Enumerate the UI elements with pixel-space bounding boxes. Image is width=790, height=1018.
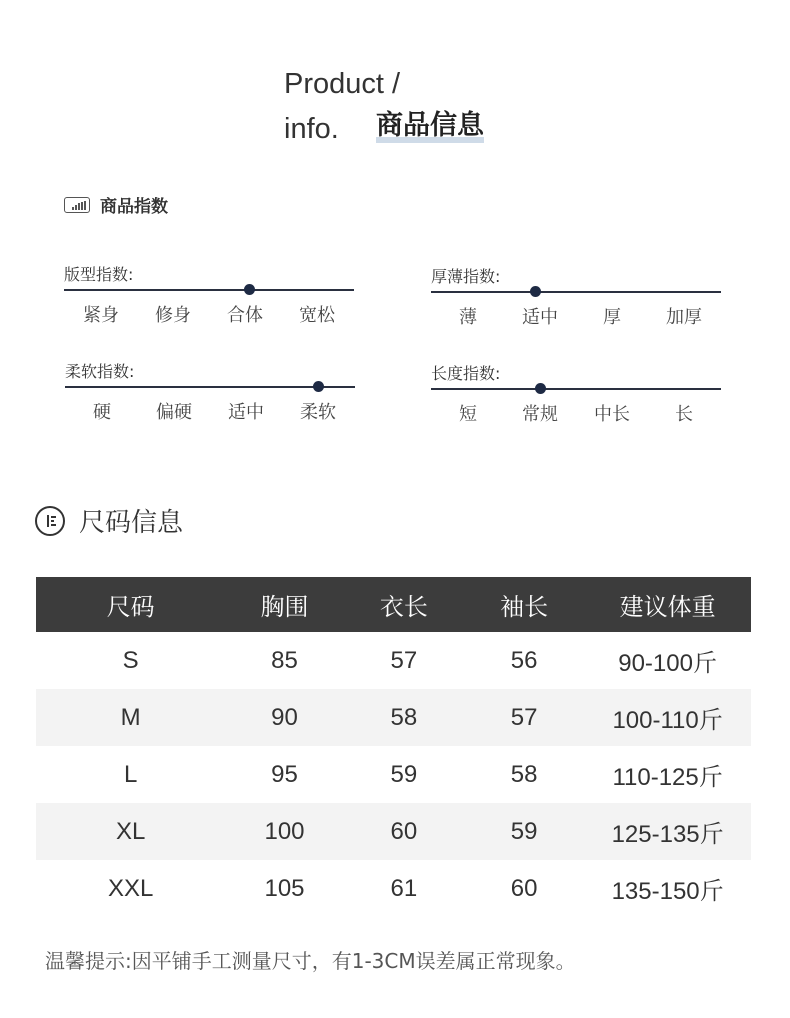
scale-option: 加厚 [666,307,702,328]
cell-weight: 135-150斤 [611,878,724,905]
scale-option: 柔软 [300,402,336,423]
scale-line [64,289,354,291]
scale-option: 常规 [522,404,558,425]
column-header-length: 衣长 [344,577,464,632]
cell-weight: 125-135斤 [584,803,751,860]
cell-sleeve: 58 [510,760,538,788]
scale-line [431,388,721,390]
cell-sleeve: 60 [510,874,538,902]
scale-option: 宽松 [299,305,335,326]
scale-line [65,386,355,388]
size-table [36,577,751,917]
header-en-line2: info. [284,113,339,145]
cell-length: 60 [344,803,464,860]
cell-chest: 85 [271,646,298,674]
table-row [36,860,751,917]
cell-length: 58 [344,689,464,746]
scale-label: 版型指数: [64,265,134,284]
scale-option: 薄 [459,307,477,328]
cell-length: 57 [390,646,418,674]
cell-length: 59 [390,760,418,788]
cell-sleeve: 57 [464,689,584,746]
scale-indicator-dot [244,284,255,295]
scale-indicator-dot [313,381,324,392]
scale-option: 短 [459,404,477,425]
scale-indicator-dot [530,286,541,297]
cell-weight: 110-125斤 [612,764,723,791]
ruler-circle-icon [35,506,65,536]
cell-chest: 100 [225,803,344,860]
cell-size: L [123,760,138,788]
signal-bars-icon [64,197,90,213]
scale-label: 柔软指数: [65,362,135,381]
measurement-note: 温馨提示:因平铺手工测量尺寸，有1-3CM误差属正常现象。 [45,949,576,973]
scale-option: 适中 [228,402,264,423]
cell-size: XXL [107,874,154,902]
table-row [36,632,751,689]
cell-chest: 95 [271,760,298,788]
scale-option: 偏硬 [156,402,192,423]
cell-weight: 100-110斤 [584,689,751,746]
table-row [36,803,751,860]
column-header-chest: 胸围 [225,577,344,632]
cell-chest: 105 [264,874,305,902]
index-title-text: 商品指数 [100,197,168,217]
table-row [36,746,751,803]
scale-option: 硬 [93,402,111,423]
cell-sleeve: 56 [510,646,538,674]
cell-chest: 90 [225,689,344,746]
size-section-title [35,502,183,539]
scale-option: 紧身 [83,305,119,326]
scale-option: 厚 [603,307,621,328]
cell-size: XL [36,803,225,860]
cell-length: 61 [390,874,418,902]
cell-sleeve: 59 [464,803,584,860]
header-en-line1: Product / [284,68,401,100]
scale-label: 长度指数: [431,364,501,383]
page-title: 商品信息 [376,110,484,141]
scale-label: 厚薄指数: [431,267,501,286]
column-header-sleeve: 袖长 [464,577,584,632]
table-row [36,689,751,746]
column-header-weight: 建议体重 [584,577,751,632]
scale-line [431,291,721,293]
index-section-title [64,192,168,217]
scale-option: 中长 [594,404,630,425]
scale-option: 合体 [227,305,263,326]
scale-option: 长 [675,404,693,425]
size-title-text: 尺码信息 [79,508,184,538]
size-table-header-row [36,577,751,632]
column-header-size: 尺码 [36,577,225,632]
scale-indicator-dot [535,383,546,394]
scale-option: 修身 [155,305,191,326]
scale-option: 适中 [522,307,558,328]
cell-size: S [122,646,139,674]
cell-weight: 90-100斤 [618,650,717,677]
cell-size: M [36,689,225,746]
